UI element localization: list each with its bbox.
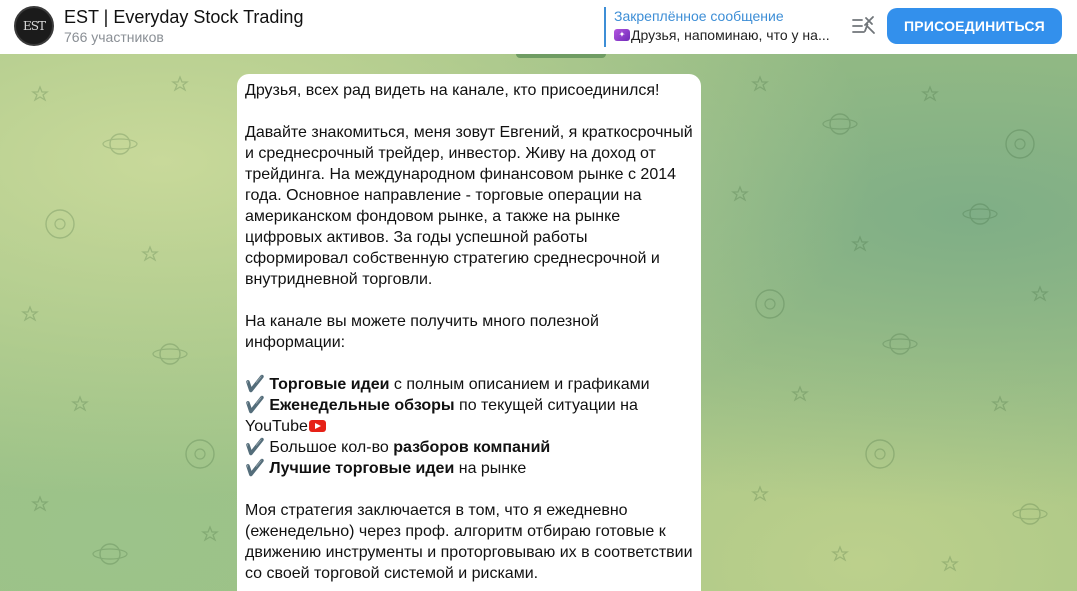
chat-header xyxy=(0,0,1077,54)
youtube-icon xyxy=(309,420,326,432)
check-mark-icon: ✔️ xyxy=(245,439,265,456)
message-paragraph-greeting: Друзья, всех рад видеть на канале, кто присоединился! xyxy=(245,82,660,99)
list-item-text: на рынке xyxy=(454,460,527,477)
channel-title[interactable]: EST | Everyday Stock Trading xyxy=(64,7,304,27)
channel-avatar[interactable]: EST xyxy=(14,6,54,46)
list-item-text: по текущей ситуации на YouTube xyxy=(245,397,638,435)
feature-list xyxy=(245,374,693,479)
check-mark-icon: ✔️ xyxy=(245,376,265,393)
member-count: 766 участников xyxy=(64,29,164,45)
list-item xyxy=(245,437,693,458)
list-item-bold: разборов компаний xyxy=(393,439,551,456)
message-paragraph-strategy: Моя стратегия заключается в том, что я ежедневно (еженедельно) через проф. алгоритм отбираю готовые к движению инструменты и проторговываю их в соответствии со своей торговой системой и рисками. xyxy=(245,502,693,582)
pinned-message-title: Закреплённое сообщение xyxy=(614,8,784,24)
list-item xyxy=(245,374,693,395)
message-paragraph-intro: Давайте знакомиться, меня зовут Евгений, я краткосрочный и среднесрочный трейдер, инвестор. Живу на доход от трейдинга. На международном финансовом рынке с 2014 года. Основное направление - торговые операции на американском фондовом рынке, а также на рынке цифровых активов. За годы успешной работы сформировал собственную стратегию среднесрочной и внутридневной торговли. xyxy=(245,124,693,288)
megaphone-emoji-icon: ✦ xyxy=(614,29,630,41)
pinned-message-text: Друзья, напоминаю, что у на... xyxy=(631,27,830,43)
top-indicator xyxy=(516,54,606,58)
pinned-message[interactable] xyxy=(604,7,836,47)
list-item-text: Большое кол-во xyxy=(269,439,394,456)
message-paragraph-info: На канале вы можете получить много полезной информации: xyxy=(245,313,599,351)
check-mark-icon: ✔️ xyxy=(245,460,265,477)
list-item xyxy=(245,395,693,437)
pinned-message-preview xyxy=(614,25,836,45)
list-item-bold: Еженедельные обзоры xyxy=(269,397,455,414)
message-bubble[interactable] xyxy=(237,74,701,591)
list-item xyxy=(245,458,693,479)
check-mark-icon: ✔️ xyxy=(245,397,265,414)
pinned-list-icon[interactable] xyxy=(852,15,876,37)
list-item-text: с полным описанием и графиками xyxy=(389,376,650,393)
list-item-bold: Торговые идеи xyxy=(269,376,390,393)
join-button[interactable]: ПРИСОЕДИНИТЬСЯ xyxy=(887,8,1062,44)
list-item-bold: Лучшие торговые идеи xyxy=(269,460,455,477)
